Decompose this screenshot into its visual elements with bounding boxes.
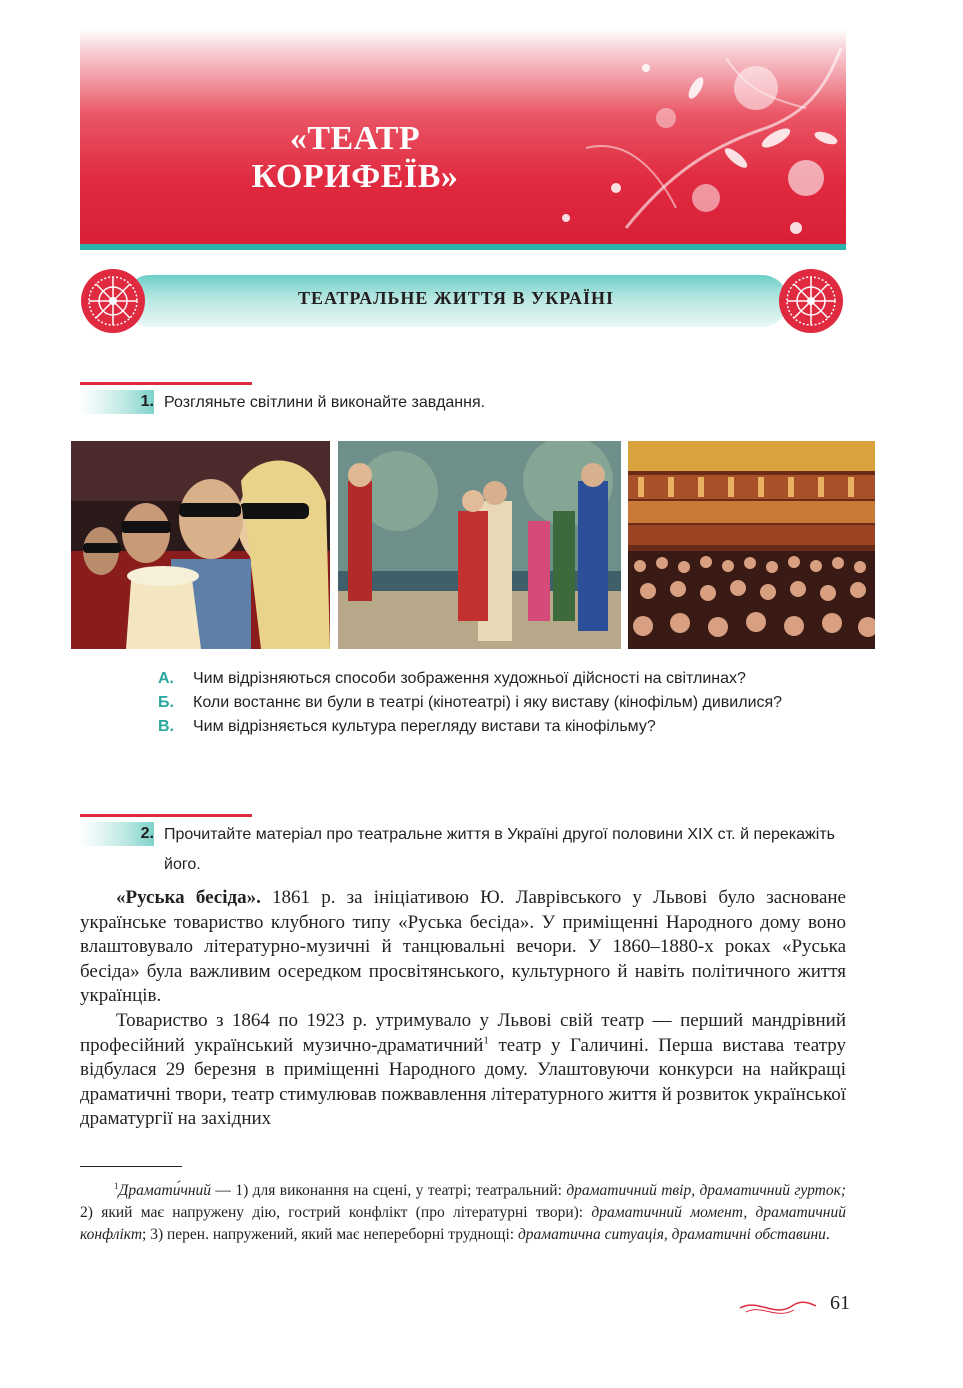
task-1-instruction: Розгляньте світлини й виконайте завдання. — [164, 394, 486, 411]
chapter-title-line-2: КОРИФЕЇВ» — [251, 158, 459, 195]
footnote-definition: — 1) для виконання на сцені, у театрі; театральний: — [211, 1182, 567, 1199]
footnote-divider — [80, 1166, 182, 1167]
footnote-marker: 1 — [114, 1180, 119, 1191]
task-number: 2. — [140, 825, 154, 842]
task-marker-line — [80, 382, 252, 385]
task-marker-line — [80, 814, 252, 817]
theatre-auditorium-audience-photo — [628, 441, 875, 649]
chapter-title-line-1: «ТЕАТР — [289, 120, 421, 157]
question-text: Чим відрізняються способи зображення художньої дійсності на світлинах? — [193, 670, 746, 687]
question-letter: В. — [158, 718, 174, 735]
footnote-example: драматична ситуація, драматичні обставини — [517, 1226, 826, 1243]
footnote-definition: 2) який має напружену дію, гострий конфлікт (про літературні твори): — [80, 1204, 592, 1221]
paragraph-text: 1861 р. за ініціативою Ю. Лаврівського у Львові було засноване українське товариство клубного типу «Руська бесіда». У приміщенні Народного дому воно влаштовувало літературно-музичні й танцювальні вечори. У 1860–1880-х роках «Руська бесіда» була важливим осередком просвітянського, культурного й навіть політичного життя українців. — [80, 887, 846, 1007]
question-letter: А. — [158, 670, 174, 687]
floral-ornament-icon — [506, 28, 846, 246]
question-item — [158, 692, 846, 714]
footnote-example: драматичний твір, драматичний гурток; — [566, 1182, 846, 1199]
page-number: 61 — [830, 1292, 850, 1314]
question-text: Коли востаннє ви були в театрі (кінотеатрі) і яку виставу (кінофільм) дивилися? — [193, 694, 783, 711]
banner-divider — [80, 244, 846, 250]
question-text: Чим відрізняється культура перегляду вистави та кінофільму? — [193, 718, 656, 735]
chapter-title — [240, 120, 470, 196]
footnote-reference[interactable]: 1 — [483, 1034, 489, 1047]
task-number: 1. — [140, 393, 154, 410]
footnote-example: драматичний момент, драматичний конфлікт — [80, 1204, 846, 1243]
question-list — [158, 668, 846, 740]
question-item — [158, 668, 846, 690]
paragraph — [80, 886, 846, 1009]
folk-ornament-medallion-icon — [778, 268, 844, 334]
chapter-banner — [80, 28, 846, 246]
footnote-text — [80, 1180, 846, 1246]
footnote-term: Драмати́чний — [118, 1182, 212, 1199]
main-text — [80, 886, 846, 1132]
section-title: ТЕАТРАЛЬНЕ ЖИТТЯ В УКРАЇНІ — [297, 288, 615, 308]
cinema-audience-3d-glasses-photo — [71, 441, 330, 649]
page-ornament-icon — [738, 1292, 818, 1322]
theatre-stage-performance-photo — [338, 441, 621, 649]
footnote-definition: . — [825, 1226, 830, 1243]
paragraph — [80, 1009, 846, 1132]
paragraph-heading: «Руська бесіда». — [116, 887, 261, 908]
task-2-instruction: Прочитайте матеріал про театральне життя в Україні другої половини XIX ст. й перекажіть його. — [164, 826, 835, 873]
paragraph-text: театр у Галичині. Перша вистава театру відбулася 29 березня в приміщенні Народного дому. Улаштовуючи конкурси на найкращі драматичні твори, театр стимулював пожвавлення літературного життя й розвиток української драматургії на західних — [80, 1034, 846, 1130]
question-item — [158, 716, 846, 738]
paragraph-text: Товариство з 1864 по 1923 р. утримувало у Львові свій театр — перший мандрівний професійний український музично-драматичний — [80, 1009, 846, 1056]
question-letter: Б. — [158, 694, 174, 711]
footnote-definition: ; 3) перен. напружений, який має непереборні труднощі: — [142, 1226, 518, 1243]
footnote — [80, 1180, 846, 1246]
